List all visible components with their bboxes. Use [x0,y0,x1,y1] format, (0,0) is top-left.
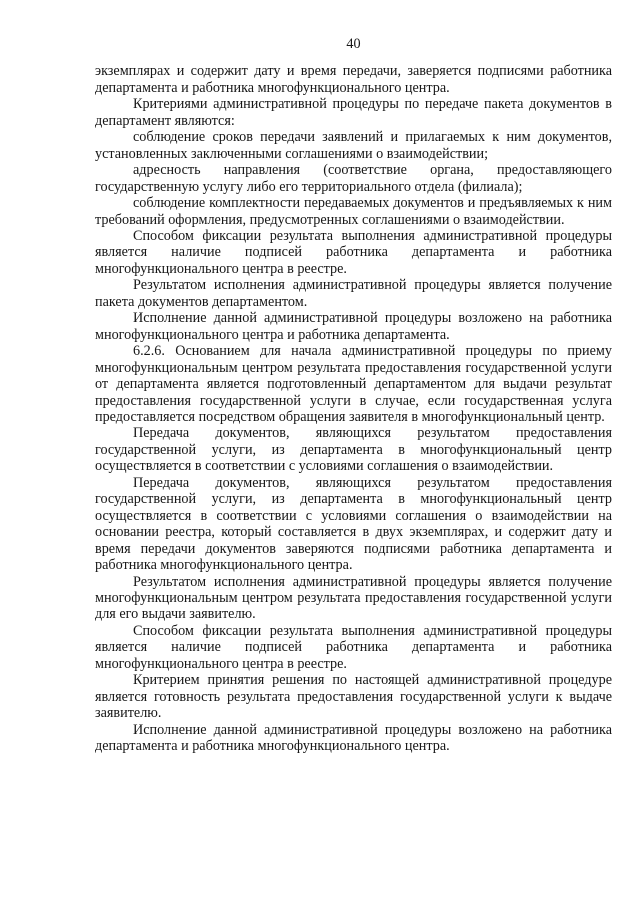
paragraph-criteria-intro: Критериями административной процедуры по передаче пакета документов в департамент являются: [95,96,612,129]
paragraph-procedure-result: Результатом исполнения административной процедуры является получение пакета документов департаментом. [95,277,612,310]
paragraph-fixation-method: Способом фиксации результата выполнения административной процедуры является наличие подписей работника департамента и работника многофункционального центра в реестре. [95,227,612,277]
paragraph-section-6-2-6: 6.2.6. Основанием для начала административной процедуры по приему многофункциональным центром результата предоставления государственной услуги от департамента является подготовленный департаментом для выдачи результат предоставления государственной услуги в случае, если государственная услуга предоставляется посредством обращения заявителя в многофункциональный центр. [95,343,612,425]
document-page [95,36,612,754]
paragraph-criterion-addressing: адресность направления (соответствие органа, предоставляющего государственную услугу либо его территориального отдела (филиала); [95,162,612,195]
paragraph-continuation: экземплярах и содержит дату и время передачи, заверяется подписями работника департамента и работника многофункционального центра. [95,63,612,96]
paragraph-procedure-execution-2: Исполнение данной административной процедуры возложено на работника департамента и работника многофункционального центра. [95,721,612,755]
paragraph-procedure-result-2: Результатом исполнения административной процедуры является получение многофункциональным центром результата предоставления государственной услуги для его выдачи заявителю. [95,573,612,623]
paragraph-fixation-method-2: Способом фиксации результата выполнения административной процедуры является наличие подписей работника департамента и работника многофункционального центра в реестре. [95,622,612,672]
paragraph-decision-criterion: Критерием принятия решения по настоящей административной процедуре является готовность результата предоставления государственной услуги к выдаче заявителю. [95,672,612,722]
paragraph-criterion-deadlines: соблюдение сроков передачи заявлений и прилагаемых к ним документов, установленных заключенными соглашениями о взаимодействии; [95,129,612,162]
paragraph-criterion-completeness: соблюдение комплектности передаваемых документов и предъявляемых к ним требований оформления, предусмотренных соглашениями о взаимодействии. [95,195,612,228]
paragraph-procedure-execution: Исполнение данной административной процедуры возложено на работника многофункционального центра и работника департамента. [95,310,612,343]
paragraph-document-transfer: Передача документов, являющихся результатом предоставления государственной услуги, из департамента в многофункциональный центр осуществляется в соответствии с условиями соглашения о взаимодействии. [95,425,612,475]
page-number: 40 [346,36,361,52]
paragraph-document-transfer-registry: Передача документов, являющихся результатом предоставления государственной услуги, из департамента в многофункциональный центр осуществляется в соответствии с условиями соглашения о взаимодействии на основании реестра, который составляется в двух экземплярах, и содержит дату и время передачи документов заверяются подписями работника департамента и работника многофункционального центра. [95,474,612,574]
